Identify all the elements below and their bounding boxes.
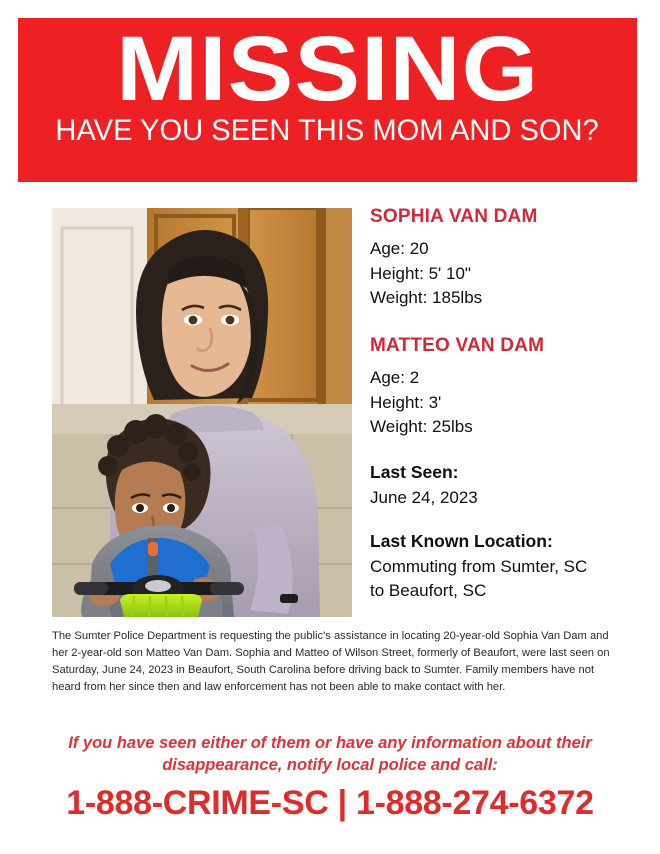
last-seen-value: June 24, 2023: [370, 487, 478, 507]
call-to-action-text: If you have seen either of them or have any information about their disappearance, notify local police and call:: [68, 734, 592, 775]
person-weight-sophia: Weight: 185lbs: [370, 288, 483, 308]
person-name-matteo: MATTEO VAN DAM: [370, 334, 545, 356]
person-entry-matteo: [370, 335, 640, 440]
narrative-paragraph: The Sumter Police Department is requesting the public's assistance in locating 20-year-old Sophia Van Dam and her 2-year-old son Matteo Van Dam. Sophia and Matteo of Wilson Street, formerly of Beaufort, were last seen on Saturday, June 24, 2023 in Beaufort, South Carolina before driving back to Sumter. Family members have not heard from her since then and law enforcement has not been able to make contact with her.: [52, 630, 610, 694]
banner-subtitle: HAVE YOU SEEN THIS MOM AND SON?: [55, 114, 600, 148]
last-known-location-label: Last Known Location:: [370, 531, 553, 552]
person-height-sophia: Height: 5' 10": [370, 263, 471, 283]
last-known-location-line2: to Beaufort, SC: [370, 580, 487, 600]
person-entry-sophia: [370, 206, 640, 311]
person-details-panel: [370, 206, 640, 602]
banner-title: MISSING: [115, 18, 540, 120]
person-age-sophia: Age: 20: [370, 239, 429, 258]
last-known-location-line1: Commuting from Sumter, SC: [370, 557, 588, 577]
tip-phone-numbers[interactable]: 1-888-CRIME-SC | 1-888-274-6372: [66, 784, 594, 822]
person-height-matteo: Height: 3': [370, 392, 442, 412]
person-name-sophia: SOPHIA VAN DAM: [370, 206, 538, 227]
last-seen-block: [370, 462, 640, 509]
photo-illustration: [52, 208, 352, 617]
last-seen-label: Last Seen:: [370, 461, 459, 482]
missing-banner: [18, 18, 637, 182]
person-age-matteo: Age: 2: [370, 367, 420, 387]
last-known-location-block: [370, 531, 640, 602]
person-weight-matteo: Weight: 25lbs: [370, 417, 473, 437]
missing-persons-photo: [52, 208, 352, 617]
